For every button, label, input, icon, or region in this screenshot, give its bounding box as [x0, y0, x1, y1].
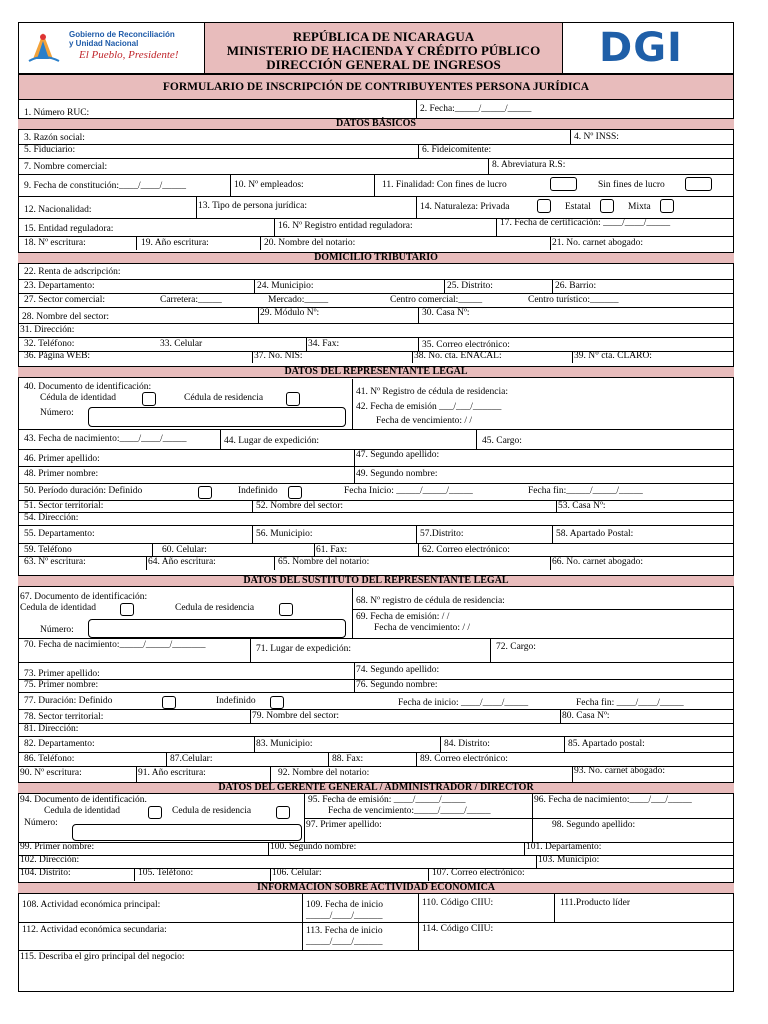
field-centro-turistico[interactable]: Centro turístico:______: [528, 295, 619, 305]
field-segundo-nombre[interactable]: 49. Segundo nombre:: [356, 469, 438, 479]
label-numero-sust: Número:: [40, 625, 74, 635]
field-fecha-inicio-secundaria-blank[interactable]: _____/____/______: [306, 937, 383, 947]
field-primer-apellido-ger[interactable]: 97. Primer apellido:: [306, 820, 382, 830]
field-direccion-rep[interactable]: 54. Dirección:: [24, 513, 79, 523]
field-inss[interactable]: 4. Nº INSS:: [574, 132, 619, 142]
field-codigo-ciiu-principal[interactable]: 110. Código CIIU:: [422, 898, 494, 908]
field-distrito-rep[interactable]: 57.Distrito:: [420, 529, 464, 539]
field-distrito-sust[interactable]: 84. Distrito:: [444, 739, 490, 749]
field-casa[interactable]: 30. Casa Nº:: [422, 308, 470, 318]
field-fecha-nacimiento-sust[interactable]: 70. Fecha de nacimiento:_____/_____/_______: [24, 640, 206, 650]
checkbox-indefinido-sust[interactable]: [270, 696, 284, 709]
checkbox-indefinido[interactable]: [288, 486, 302, 499]
field-nombre-notario-sust[interactable]: 92. Nombre del notario:: [278, 768, 370, 778]
field-segundo-apellido[interactable]: 47. Segundo apellido:: [356, 450, 440, 460]
field-abreviatura[interactable]: 8. Abreviatura R.S:: [492, 160, 566, 170]
label-cedula-identidad-ger: Cedula de identidad: [44, 806, 120, 816]
field-primer-nombre-ger[interactable]: 99. Primer nombre:: [20, 842, 95, 852]
field-telefono-ger[interactable]: 105. Teléfono:: [138, 868, 194, 878]
field-primer-nombre-sust[interactable]: 75. Primer nombre:: [24, 680, 99, 690]
field-segundo-nombre-ger[interactable]: 100. Segundo nombre:: [270, 842, 357, 852]
field-direccion-sust[interactable]: 81. Dirección:: [24, 724, 79, 734]
field-fecha-emision-ger[interactable]: 95. Fecha de emisión: ____/_____/_____: [308, 795, 466, 805]
field-empleados[interactable]: 10. Nº empleados:: [234, 180, 304, 190]
field-anio-escritura-rep[interactable]: 64. Año escritura:: [148, 557, 216, 567]
field-producto-lider[interactable]: 111.Producto líder: [560, 898, 631, 908]
label-estatal: Estatal: [565, 202, 591, 212]
field-carretera[interactable]: Carretera:_____: [160, 295, 222, 305]
field-fecha-emision[interactable]: 42. Fecha de emisión ___/___/______: [356, 402, 502, 412]
form-title: FORMULARIO DE INSCRIPCIÓN DE CONTRIBUYENTES PERSONA JURÍDICA: [18, 74, 734, 100]
government-name-line1: Gobierno de Reconciliación: [69, 30, 175, 39]
field-fideicomitente[interactable]: 6. Fideicomitente:: [422, 145, 492, 155]
field-celular-ger[interactable]: 106. Celular:: [272, 868, 322, 878]
field-fecha-nacimiento-ger[interactable]: 96. Fecha de nacimiento:____/___/_____: [534, 795, 692, 805]
government-slogan: El Pueblo, Presidente!: [79, 49, 179, 61]
field-fecha-vencimiento-sust[interactable]: Fecha de vencimiento: / /: [374, 623, 471, 633]
field-anio-escritura[interactable]: 19. Año escritura:: [141, 238, 209, 248]
field-casa-rep[interactable]: 53. Casa Nº:: [558, 501, 606, 511]
field-codigo-ciiu-secundaria[interactable]: 114. Código CIIU:: [422, 924, 494, 934]
checkbox-cedula-identidad-sust[interactable]: [120, 603, 134, 616]
field-fax-sust[interactable]: 88. Fax:: [332, 754, 364, 764]
field-nombre-comercial[interactable]: 7. Nombre comercial:: [24, 162, 108, 172]
field-cta-claro[interactable]: 39. N° cta. CLARO:: [574, 351, 652, 361]
field-registro-entidad[interactable]: 16. Nº Registro entidad reguladora:: [278, 221, 413, 231]
field-municipio-sust[interactable]: 83. Municipio:: [256, 739, 313, 749]
field-pagina-web[interactable]: 36. Página WEB:: [24, 351, 91, 361]
field-sector-territorial-sust[interactable]: 78. Sector territorial:: [24, 712, 104, 722]
dgi-logo-text: DGI: [599, 25, 683, 71]
field-apartado-postal-sust[interactable]: 85. Apartado postal:: [568, 739, 645, 749]
input-numero-sustituto[interactable]: [88, 619, 346, 638]
field-fax-rep[interactable]: 61. Fax:: [316, 545, 348, 555]
label-cedula-residencia: Cédula de residencia: [184, 393, 264, 403]
field-correo-rep[interactable]: 62. Correo electrónico:: [422, 545, 510, 555]
field-fecha-inicio-sust[interactable]: Fecha de inicio: ____/____/_____: [398, 698, 529, 708]
field-fecha-nacimiento[interactable]: 43. Fecha de nacimiento:____/____/_____: [24, 434, 187, 444]
field-fecha-inicio-principal[interactable]: 109. Fecha de inicio: [306, 900, 384, 910]
field-sector-territorial[interactable]: 51. Sector territorial:: [24, 501, 104, 511]
field-fecha-certificacion[interactable]: 17. Fecha de certificación: ____/____/_____: [500, 218, 671, 228]
field-distrito-ger[interactable]: 104. Distrito:: [20, 868, 71, 878]
field-fecha-emision-sust[interactable]: 69. Fecha de emisión: / /: [356, 612, 450, 622]
checkbox-definido-sust[interactable]: [162, 696, 176, 709]
field-telefono-rep[interactable]: 59. Teléfono: [24, 545, 72, 555]
government-name-line2: y Unidad Nacional: [69, 39, 139, 48]
field-nombre-notario-rep[interactable]: 65. Nombre del notario:: [278, 557, 370, 567]
field-telefono[interactable]: 32. Teléfono:: [24, 339, 75, 349]
field-fiduciario[interactable]: 5. Fiduciario:: [24, 145, 76, 155]
field-direccion[interactable]: 31. Dirección:: [20, 325, 75, 335]
field-nombre-sector-sust[interactable]: 79. Nombre del sector:: [252, 711, 340, 721]
field-modulo[interactable]: 29. Módulo Nº:: [260, 308, 320, 318]
field-municipio-rep[interactable]: 56. Municipio:: [256, 529, 313, 539]
checkbox-sin-fines-lucro[interactable]: [685, 177, 712, 191]
field-nombre-notario[interactable]: 20. Nombre del notario:: [264, 238, 356, 248]
field-primer-apellido-sust[interactable]: 73. Primer apellido:: [24, 669, 100, 679]
checkbox-privada[interactable]: [537, 199, 551, 213]
field-fecha-constitucion[interactable]: 9. Fecha de constitución:____/____/_____: [24, 181, 187, 191]
field-escritura[interactable]: 18. Nº escritura:: [24, 238, 86, 248]
field-departamento-rep[interactable]: 55. Departamento:: [24, 529, 95, 539]
field-departamento-ger[interactable]: 101. Departamento:: [526, 842, 602, 852]
label-numero: Número:: [40, 408, 74, 418]
field-fecha-inicio[interactable]: Fecha Inicio: _____/_____/_____: [344, 486, 473, 496]
label-cedula-residencia-ger: Cedula de residencia: [172, 806, 252, 816]
section-datos-basicos: DATOS BÁSICOS: [18, 118, 734, 130]
ministry-title: MINISTERIO DE HACIENDA Y CRÉDITO PÚBLICO: [226, 43, 541, 58]
field-periodo-duracion: 50. Período duración: Definido: [24, 486, 143, 496]
field-fecha[interactable]: 2. Fecha:_____/_____/_____: [420, 104, 532, 114]
field-naturaleza: 14. Naturaleza: Privada: [420, 202, 510, 212]
input-numero-gerente[interactable]: [72, 824, 302, 841]
field-primer-apellido[interactable]: 46. Primer apellido:: [24, 454, 100, 464]
section-actividad: INFORMACION SOBRE ACTIVIDAD ECONOMICA: [18, 882, 734, 894]
country-title: REPÚBLICA DE NICARAGUA: [292, 29, 475, 44]
field-carnet-abogado-sust[interactable]: 93. No. carnet abogado:: [574, 766, 666, 776]
field-nis[interactable]: 37. No. NIS:: [254, 351, 303, 361]
field-apartado-postal[interactable]: 58. Apartado Postal:: [556, 529, 634, 539]
field-direccion-ger[interactable]: 102. Dirección:: [20, 855, 80, 865]
field-registro-cedula-sust[interactable]: 68. Nº registro de cédula de residencia:: [356, 596, 505, 606]
field-primer-nombre[interactable]: 48. Primer nombre:: [24, 469, 99, 479]
field-fecha-fin-sust[interactable]: Fecha fin: ____/____/_____: [576, 698, 684, 708]
field-correo[interactable]: 35. Correo electrónico:: [422, 340, 510, 350]
field-documento-identificacion: 40. Documento de identificación:: [24, 382, 152, 392]
header-titles: [205, 23, 563, 73]
field-centro-comercial[interactable]: Centro comercial:_____: [390, 295, 483, 305]
checkbox-mixta[interactable]: [660, 199, 674, 213]
field-municipio[interactable]: 24. Municipio:: [257, 281, 314, 291]
section-gerente: DATOS DEL GERENTE GENERAL / ADMINISTRADOR / DIRECTOR: [18, 782, 734, 794]
field-cargo[interactable]: 45. Cargo:: [482, 436, 522, 446]
field-distrito[interactable]: 25. Distrito:: [447, 281, 493, 291]
field-renta-adscripcion[interactable]: 22. Renta de adscripción:: [24, 267, 121, 277]
field-celular-sust[interactable]: 87.Celular:: [170, 754, 213, 764]
field-sector-comercial: 27. Sector comercial:: [24, 295, 105, 305]
field-correo-ger[interactable]: 107. Correo electrónico:: [432, 868, 525, 878]
field-segundo-apellido-ger[interactable]: 98. Segundo apellido:: [552, 820, 636, 830]
checkbox-cedula-residencia-ger[interactable]: [276, 806, 290, 819]
field-casa-sust[interactable]: 80. Casa Nº:: [562, 711, 610, 721]
field-lugar-expedicion[interactable]: 44. Lugar de expedición:: [224, 436, 319, 446]
government-logo: [19, 23, 205, 73]
field-telefono-sust[interactable]: 86. Teléfono:: [24, 754, 75, 764]
checkbox-cedula-residencia-sust[interactable]: [279, 603, 293, 616]
field-actividad-secundaria[interactable]: 112. Actividad económica secundaria:: [22, 925, 167, 935]
field-fecha-vencimiento-ger[interactable]: Fecha de vencimiento:_____/_____/_____: [328, 806, 491, 816]
field-carnet-abogado-rep[interactable]: 66. No. carnet abogado:: [552, 557, 644, 567]
field-duracion-sust: 77. Duración: Definido: [24, 696, 113, 706]
section-sustituto: DATOS DEL SUSTITUTO DEL REPRESENTANTE LEGAL: [18, 575, 734, 587]
field-documento-sustituto: 67. Documento de identificación:: [20, 592, 148, 602]
field-celular[interactable]: 33. Celular: [160, 339, 203, 349]
field-finalidad: 11. Finalidad: Con fines de lucro: [382, 180, 507, 190]
label-cedula-residencia-sust: Cedula de residencia: [175, 603, 255, 613]
field-escritura-sust[interactable]: 90. Nº escritura:: [20, 768, 82, 778]
label-numero-ger: Número:: [24, 818, 58, 828]
form-header: [18, 22, 734, 74]
field-barrio[interactable]: 26. Barrio:: [555, 281, 597, 291]
field-registro-cedula-residencia[interactable]: 41. Nº Registro de cédula de residencia:: [356, 387, 508, 397]
checkbox-con-fines-lucro[interactable]: [550, 177, 577, 191]
label-cedula-identidad-sust: Cedula de identidad: [20, 603, 96, 613]
checkbox-estatal[interactable]: [600, 199, 614, 213]
field-escritura-rep[interactable]: 63. Nº escritura:: [24, 557, 86, 567]
field-segundo-nombre-sust[interactable]: 76. Segundo nombre:: [356, 680, 438, 690]
field-departamento[interactable]: 23. Departamento:: [24, 281, 95, 291]
field-fecha-inicio-principal-blank[interactable]: _____/____/______: [306, 911, 383, 921]
field-documento-gerente: 94. Documento de identificación.: [20, 795, 147, 805]
field-nombre-sector[interactable]: 28. Nombre del sector:: [22, 312, 110, 322]
checkbox-cedula-identidad[interactable]: [142, 392, 156, 406]
field-tipo-persona[interactable]: 13. Tipo de persona jurídica:: [198, 201, 307, 211]
checkbox-definido[interactable]: [198, 486, 212, 499]
field-lugar-expedicion-sust[interactable]: 71. Lugar de expedición:: [256, 644, 351, 654]
field-fax[interactable]: 34. Fax:: [308, 339, 340, 349]
field-departamento-sust[interactable]: 82. Departamento:: [24, 739, 95, 749]
checkbox-cedula-identidad-ger[interactable]: [148, 806, 162, 819]
field-cargo-sust[interactable]: 72. Cargo:: [496, 642, 536, 652]
input-numero-documento[interactable]: [88, 407, 346, 427]
field-actividad-principal[interactable]: 108. Actividad económica principal:: [22, 900, 161, 910]
field-correo-sust[interactable]: 89. Correo electrónico:: [420, 754, 508, 764]
label-sin-fines-lucro: Sin fines de lucro: [598, 180, 665, 190]
section-representante: DATOS DEL REPRESENTANTE LEGAL: [18, 366, 734, 378]
field-cta-enacal[interactable]: 38. No. cta. ENACAL:: [414, 351, 502, 361]
field-razon-social[interactable]: 3. Razón social:: [24, 133, 85, 143]
field-nombre-sector-rep[interactable]: 52. Nombre del sector:: [256, 501, 344, 511]
field-nacionalidad[interactable]: 12. Nacionalidad:: [24, 205, 92, 215]
field-fecha-vencimiento[interactable]: Fecha de vencimiento: / /: [376, 416, 473, 426]
field-celular-rep[interactable]: 60. Celular:: [162, 545, 207, 555]
field-segundo-apellido-sust[interactable]: 74. Segundo apellido:: [356, 665, 440, 675]
checkbox-cedula-residencia[interactable]: [286, 392, 300, 406]
field-municipio-ger[interactable]: 103. Municipio:: [538, 855, 600, 865]
field-anio-escritura-sust[interactable]: 91. Año escritura:: [138, 768, 206, 778]
field-ruc[interactable]: 1. Número RUC:: [24, 108, 90, 118]
field-giro-principal[interactable]: 115. Describa el giro principal del negocio:: [20, 952, 185, 962]
form-frame: [18, 22, 734, 992]
field-mercado[interactable]: Mercado:_____: [268, 295, 329, 305]
section-domicilio: DOMICILIO TRIBUTARIO: [18, 252, 734, 264]
label-cedula-identidad: Cédula de identidad: [40, 393, 116, 403]
field-entidad-reguladora[interactable]: 15. Entidad reguladora:: [24, 224, 114, 234]
label-indefinido-sust: Indefinido: [216, 696, 256, 706]
dgi-logo: [563, 23, 733, 73]
label-indefinido: Indefinido: [238, 486, 278, 496]
field-fecha-fin[interactable]: Fecha fin:_____/_____/_____: [528, 486, 643, 496]
directorate-title: DIRECCIÓN GENERAL DE INGRESOS: [266, 57, 501, 72]
field-fecha-inicio-secundaria[interactable]: 113. Fecha de inicio: [306, 926, 383, 936]
field-carnet-abogado[interactable]: 21. No. carnet abogado:: [552, 238, 644, 248]
label-mixta: Mixta: [628, 202, 651, 212]
